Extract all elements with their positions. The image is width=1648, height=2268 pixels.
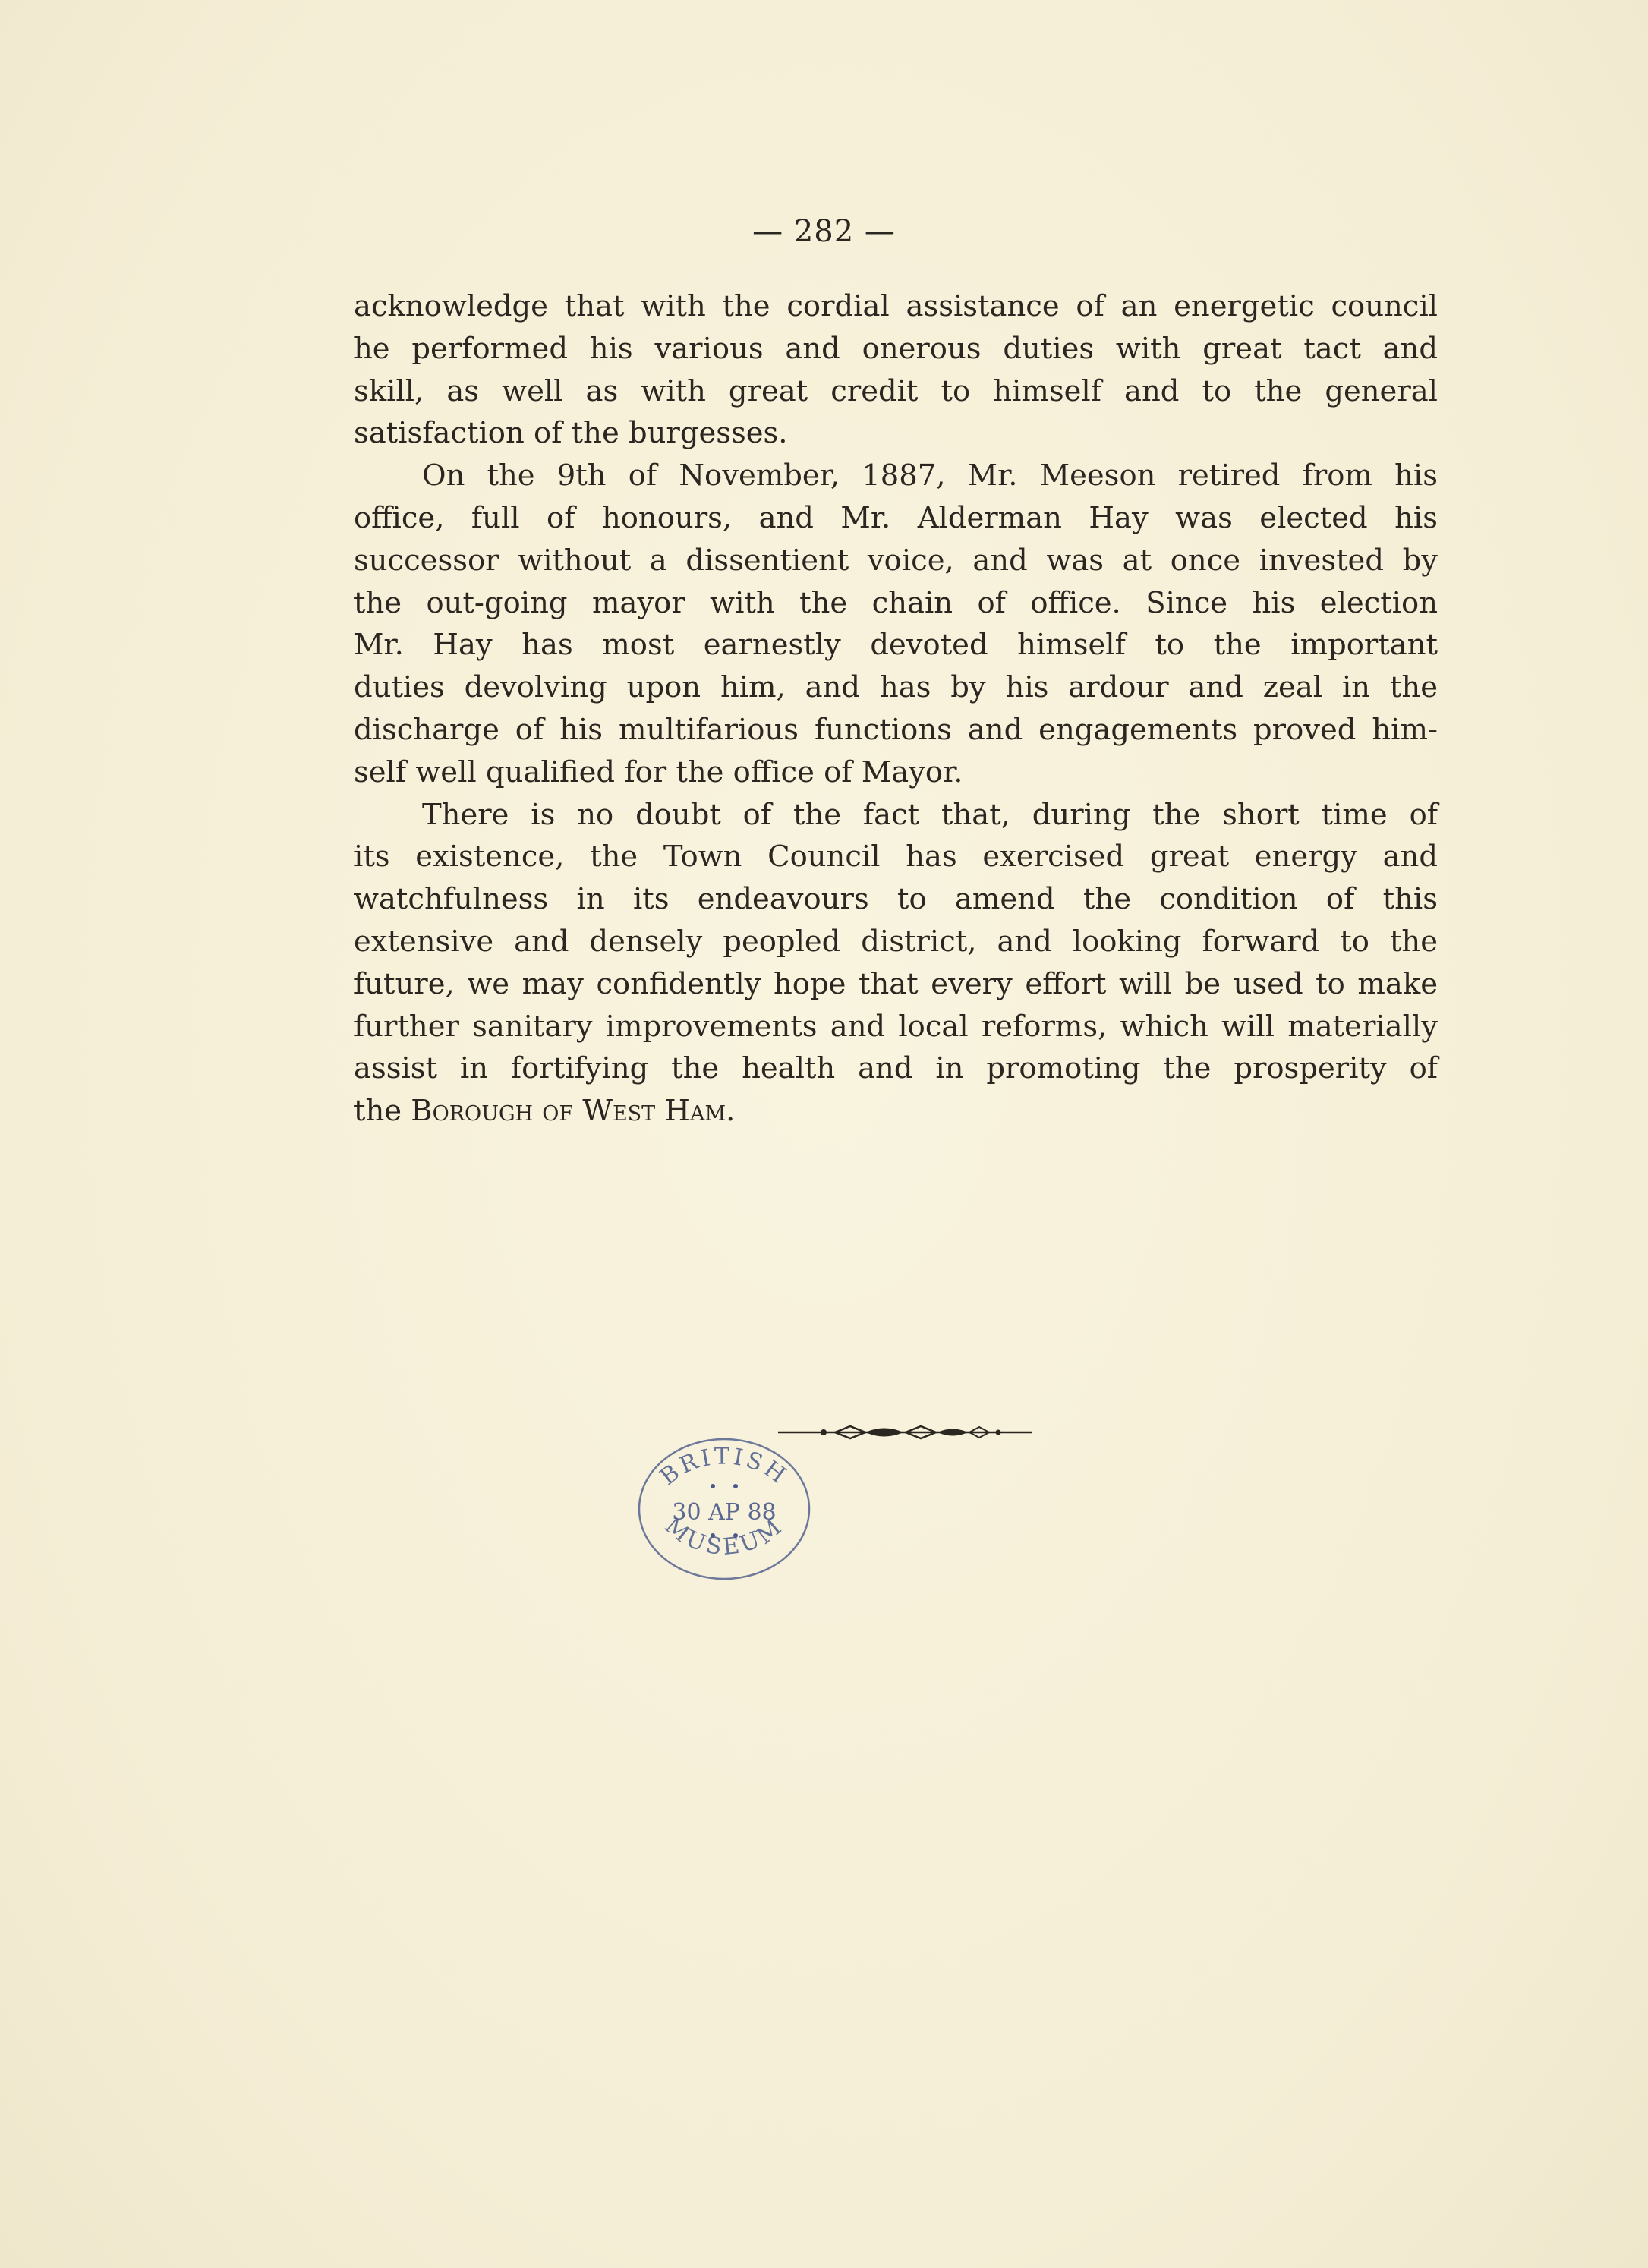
- text-line: successor without a dissentient voice, and was at once invested by: [354, 543, 1438, 578]
- text-line: On the 9th of November, 1887, Mr. Meeson retired from his: [422, 458, 1438, 493]
- paragraph-2: [354, 455, 1438, 793]
- text-line: future, we may confidently hope that every effort will be used to make: [354, 966, 1438, 1001]
- text-line: Mr. Hay has most earnestly devoted himself to the important: [354, 628, 1438, 663]
- text-line: its existence, the Town Council has exercised great energy and: [354, 839, 1438, 874]
- text-line: [354, 1090, 1438, 1132]
- page-number: — 282 —: [752, 214, 896, 249]
- text-line: satisfaction of the burgesses.: [354, 416, 788, 451]
- text-line: extensive and densely peopled district, and looking forward to the: [354, 924, 1438, 959]
- stamp-bottom-text: MUSEUM: [659, 1512, 789, 1561]
- body-text: [354, 285, 1438, 1132]
- text-line: he performed his various and onerous duties with great tact and: [354, 331, 1438, 366]
- stamp-top-text: BRITISH: [655, 1443, 793, 1491]
- text-line: duties devolving upon him, and has by his ardour and zeal in the: [354, 670, 1438, 705]
- paragraph-1: [354, 285, 1438, 455]
- text-line: skill, as well as with great credit to himself and to the general: [354, 373, 1438, 408]
- text-line: acknowledge that with the cordial assistance of an energetic council: [354, 289, 1438, 323]
- text-line: assist in fortifying the health and in promoting the prosperity of: [354, 1051, 1438, 1086]
- text-line: self well qualified for the office of Mayor.: [354, 754, 963, 789]
- text-line: further sanitary improvements and local reforms, which will materially: [354, 1009, 1438, 1044]
- text-line: watchfulness in its endeavours to amend the condition of this: [354, 882, 1438, 917]
- stamp-date: 30 AP 88: [672, 1499, 777, 1526]
- paragraph-3: [354, 794, 1438, 1132]
- museum-stamp: [633, 1433, 815, 1585]
- text-line: There is no doubt of the fact that, during the short time of: [422, 797, 1438, 832]
- final-line-prefix: the: [354, 1094, 411, 1129]
- text-line: office, full of honours, and Mr. Alderman Hay was elected his: [354, 500, 1438, 535]
- text-line: the out-going mayor with the chain of office. Since his election: [354, 585, 1438, 620]
- borough-name: Borough of West Ham.: [411, 1094, 736, 1129]
- text-line: discharge of his multifarious functions and engagements proved him-: [354, 712, 1438, 747]
